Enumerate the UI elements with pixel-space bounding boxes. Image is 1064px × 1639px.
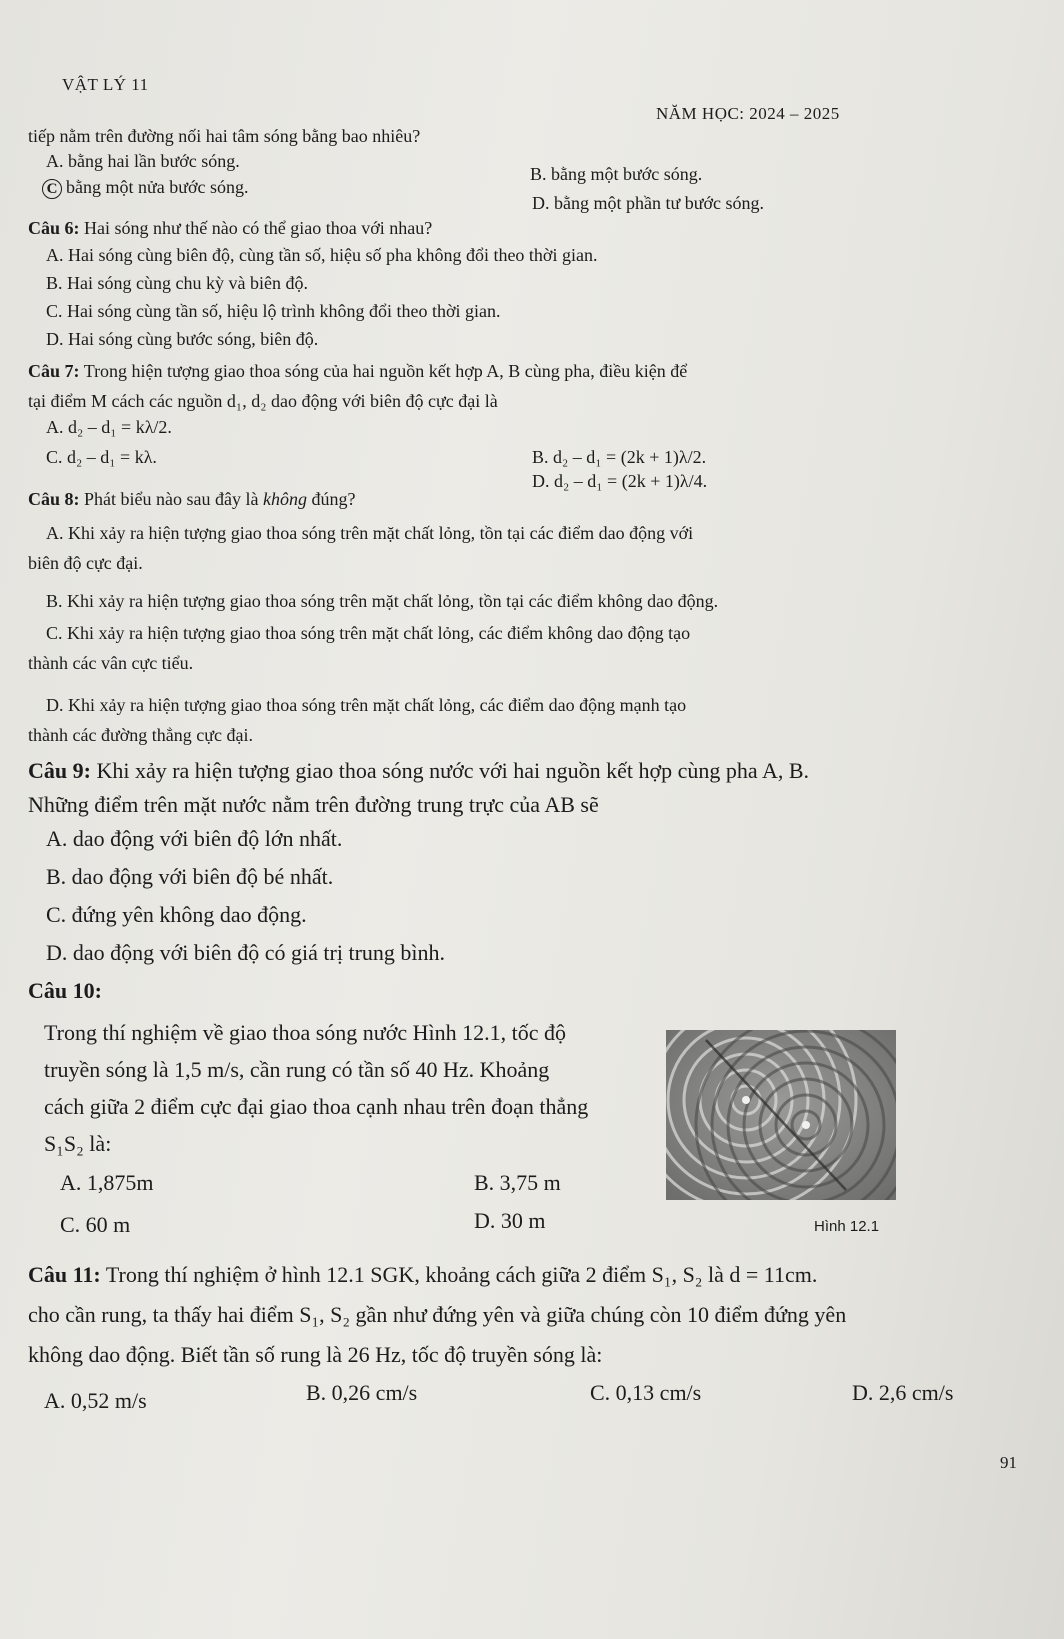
q10-stem-line2: truyền sóng là 1,5 m/s, cần rung có tần số 40 Hz. Khoảng xyxy=(44,1057,550,1082)
q8-label: Câu 8: xyxy=(28,489,80,509)
q7-option-b: B. d₂ – d₁ = (2k + 1)λ/2. xyxy=(532,447,707,467)
school-year-header: NĂM HỌC: 2024 – 2025 xyxy=(656,104,840,123)
q6-option-a: A. Hai sóng cùng biên độ, cùng tần số, hiệu số pha không đổi theo thời gian. xyxy=(46,245,598,265)
q11-option-c: C. 0,13 cm/s xyxy=(590,1380,702,1405)
q6-option-c: C. Hai sóng cùng tần số, hiệu lộ trình không đổi theo thời gian. xyxy=(46,301,501,321)
q9-option-c: C. đứng yên không dao động. xyxy=(46,902,307,927)
q6-option-b: B. Hai sóng cùng chu kỳ và biên độ. xyxy=(46,273,308,293)
q5-option-c xyxy=(42,176,249,199)
q5-option-d: D. bằng một phần tư bước sóng. xyxy=(532,193,765,213)
q10-stem-line1: Trong thí nghiệm về giao thoa sóng nước Hình 12.1, tốc độ xyxy=(44,1020,566,1045)
q9-stem-line2: Những điểm trên mặt nước nằm trên đường trung trực của AB sẽ xyxy=(28,792,599,817)
q9-label: Câu 9: xyxy=(28,758,91,783)
q11-stem-line2: cho cần rung, ta thấy hai điểm S₁, S₂ gần như đứng yên và giữa chúng còn 10 điểm đứng yên xyxy=(28,1302,847,1327)
q8-stem-end: đúng? xyxy=(306,489,356,509)
q10-option-d: D. 30 m xyxy=(474,1208,546,1233)
q8-option-b: B. Khi xảy ra hiện tượng giao thoa sóng trên mặt chất lỏng, tồn tại các điểm không dao động. xyxy=(46,591,719,611)
q11-stem-line3: không dao động. Biết tần số rung là 26 Hz, tốc độ truyền sóng là: xyxy=(28,1342,603,1367)
q10-option-a: A. 1,875m xyxy=(60,1170,154,1195)
q9-option-a: A. dao động với biên độ lớn nhất. xyxy=(46,826,343,851)
q8-option-c-line2: thành các vân cực tiểu. xyxy=(28,653,194,673)
q7-label: Câu 7: xyxy=(28,361,80,381)
q10-option-b: B. 3,75 m xyxy=(474,1170,561,1195)
figure-caption: Hình 12.1 xyxy=(814,1218,880,1235)
q7-option-d: D. d₂ – d₁ = (2k + 1)λ/4. xyxy=(532,471,708,491)
q8-option-a-line2: biên độ cực đại. xyxy=(28,553,143,573)
q7-stem-line1: Trong hiện tượng giao thoa sóng của hai nguồn kết hợp A, B cùng pha, điều kiện để xyxy=(83,361,688,381)
q8-stem-emphasis: không xyxy=(262,489,307,509)
q6-label: Câu 6: xyxy=(28,218,80,238)
q5-option-b: B. bằng một bước sóng. xyxy=(530,164,703,184)
q10-stem-line4: S₁S₂ là: xyxy=(44,1131,112,1156)
selected-answer-circle: C xyxy=(42,179,62,199)
subject-header: VẬT LÝ 11 xyxy=(62,75,149,94)
q10-label: Câu 10: xyxy=(28,978,102,1003)
q6-stem: Hai sóng như thế nào có thể giao thoa với nhau? xyxy=(84,218,433,238)
q6-question xyxy=(28,217,432,239)
q5-option-a: A. bằng hai lần bước sóng. xyxy=(46,151,240,171)
q7-option-c: C. d₂ – d₁ = kλ. xyxy=(46,447,157,467)
q9-stem-line1: Khi xảy ra hiện tượng giao thoa sóng nước với hai nguồn kết hợp cùng pha A, B. xyxy=(96,758,810,783)
interference-figure xyxy=(666,1030,896,1200)
q11-option-d: D. 2,6 cm/s xyxy=(852,1380,954,1405)
q9-option-b: B. dao động với biên độ bé nhất. xyxy=(46,864,334,889)
q8-option-c-line1: C. Khi xảy ra hiện tượng giao thoa sóng trên mặt chất lỏng, các điểm không dao động tạo xyxy=(46,623,691,643)
q8-question xyxy=(28,488,355,510)
page-number: 91 xyxy=(1000,1453,1017,1472)
q10-stem-line3: cách giữa 2 điểm cực đại giao thoa cạnh nhau trên đoạn thẳng xyxy=(44,1094,589,1119)
q8-stem: Phát biểu nào sau đây là xyxy=(84,489,263,509)
q8-option-a-line1: A. Khi xảy ra hiện tượng giao thoa sóng trên mặt chất lỏng, tồn tại các điểm dao động với xyxy=(46,523,694,543)
q10-option-c: C. 60 m xyxy=(60,1212,131,1237)
q5-stem-tail: tiếp nằm trên đường nối hai tâm sóng bằng bao nhiêu? xyxy=(28,126,421,146)
q11-question xyxy=(28,1262,817,1288)
q6-option-d: D. Hai sóng cùng bước sóng, biên độ. xyxy=(46,329,319,349)
q7-question xyxy=(28,360,687,382)
q11-stem-line1: Trong thí nghiệm ở hình 12.1 SGK, khoảng cách giữa 2 điểm S₁, S₂ là d = 11cm. xyxy=(105,1262,818,1287)
q8-option-d-line2: thành các đường thẳng cực đại. xyxy=(28,725,253,745)
q5-option-c-text: bằng một nửa bước sóng. xyxy=(66,177,249,197)
q7-option-a: A. d₂ – d₁ = kλ/2. xyxy=(46,417,172,437)
q11-option-b: B. 0,26 cm/s xyxy=(306,1380,418,1405)
q9-question xyxy=(28,758,809,784)
q11-option-a: A. 0,52 m/s xyxy=(44,1388,147,1413)
q9-option-d: D. dao động với biên độ có giá trị trung bình. xyxy=(46,940,446,965)
q7-stem-line2: tại điểm M cách các nguồn d₁, d₂ dao động với biên độ cực đại là xyxy=(28,391,498,411)
q11-label: Câu 11: xyxy=(28,1262,101,1287)
q8-option-d-line1: D. Khi xảy ra hiện tượng giao thoa sóng trên mặt chất lỏng, các điểm dao động mạnh tạo xyxy=(46,695,687,715)
